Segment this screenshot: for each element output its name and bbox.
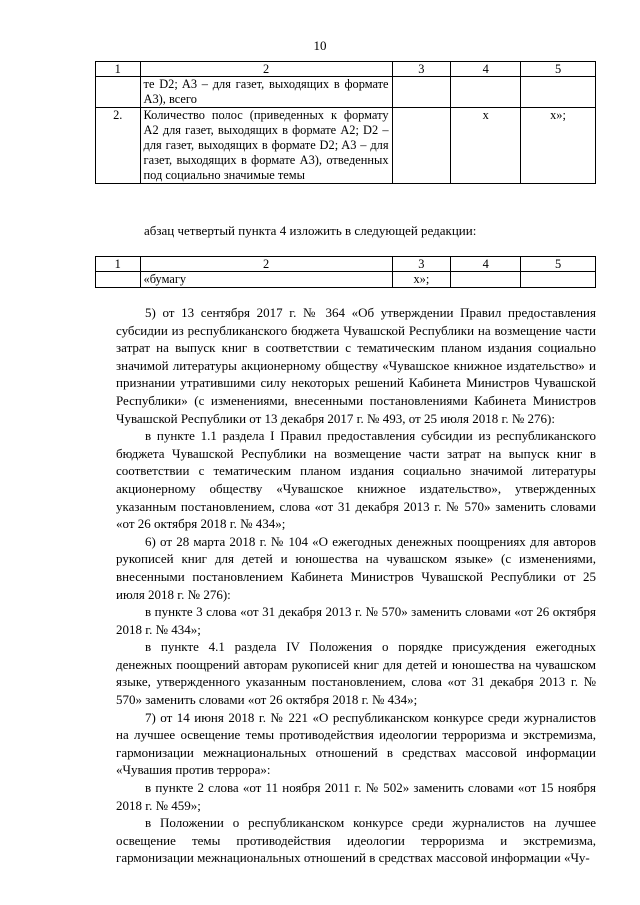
row-cell-5: х»;: [521, 108, 596, 184]
paragraph: в пункте 2 слова «от 11 ноября 2011 г. № 502» заменить словами «от 15 ноября 2018 г. № 459»;: [116, 780, 596, 813]
row-number: [96, 272, 141, 288]
paragraph: 6) от 28 марта 2018 г. № 104 «О ежегодных денежных поощрениях для авторов рукописей книг для детей и юношества на чувашском языке» (с изменениями, внесенными постановлением Кабинета Министров Чувашской Республики от 25 июля 2018 г. № 276):: [116, 533, 596, 602]
table-header-row: [96, 257, 596, 272]
paragraph: в пункте 3 слова «от 31 декабря 2013 г. № 570» заменить словами «от 26 октября 2018 г. № 434»;: [116, 604, 596, 637]
row-cell-5: [521, 272, 596, 288]
row-cell-5: [521, 77, 596, 108]
paragraph: в пункте 1.1 раздела I Правил предоставления субсидии из республиканского бюджета Чувашской Республики на возмещение части затрат на выпуск книг в соответствии с тематическим планом издания социально значимой литературы акционерному обществу «Чувашское книжное издательство», утвержденных указанным постановлением, слова «от 31 декабря 2013 г. № 570» заменить словами «от 26 октября 2018 г. № 434»;: [116, 428, 596, 532]
column-header-3: 3: [392, 62, 451, 77]
row-cell-4: [451, 77, 521, 108]
row-text: Количество полос (приведенных к формату A2 для газет, выходящих в формате A2; D2 – для газет, выходящих в формате D2; A3 – для газет, выходящих в формате А3), отведенных под социально значимые темы: [140, 108, 392, 184]
continuation-table: [95, 61, 596, 184]
amendment-intro-sentence: абзац четвертый пункта 4 изложить в следующей редакции:: [144, 223, 477, 238]
column-header-2: 2: [140, 257, 392, 272]
document-body: [116, 304, 596, 867]
paragraph: в пункте 4.1 раздела IV Положения о порядке присуждения ежегодных денежных поощрений авторам рукописей книг для детей и юношества на чувашском языке, утвержденного указанным постановлением, слова «от 31 декабря 2013 г. № 570» заменить словами «от 26 октября 2018 г. № 434»;: [116, 639, 596, 708]
table-row: [96, 108, 596, 184]
column-header-4: 4: [451, 62, 521, 77]
row-number: 2.: [96, 108, 141, 184]
row-text: те D2; A3 – для газет, выходящих в формате А3), всего: [140, 77, 392, 108]
row-cell-4: х: [451, 108, 521, 184]
row-cell-3: х»;: [392, 272, 451, 288]
paragraph: 7) от 14 июня 2018 г. № 221 «О республиканском конкурсе среди журналистов на лучшее освещение темы противодействия идеологии терроризма и экстремизма, гармонизации межнациональных отношений в средствах массовой информации «Чувашия против террора»:: [116, 709, 596, 778]
row-cell-3: [392, 77, 451, 108]
table-header-row: [96, 62, 596, 77]
paragraph: 5) от 13 сентября 2017 г. № 364 «Об утверждении Правил предоставления субсидии из республиканского бюджета Чувашской Республики на возмещение части затрат на выпуск книг в соответствии с тематическим планом издания социально значимой литературы акционерному обществу «Чувашское книжное издательство» и признании утратившими силу некоторых решений Кабинета Министров Чувашской Республики» (с изменениями, внесенными постановлениями Кабинета Министров Чувашской Республики от 13 декабря 2017 г. № 493, от 25 июля 2018 г. № 276):: [116, 305, 596, 426]
paragraph: в Положении о республиканском конкурсе среди журналистов на лучшее освещение темы противодействия идеологии терроризма и экстремизма, гармонизации межнациональных отношений в средствах массовой информации «Чу-: [116, 815, 596, 866]
table-row: [96, 272, 596, 288]
column-header-4: 4: [451, 257, 521, 272]
replacement-table: [95, 256, 596, 288]
column-header-1: 1: [96, 62, 141, 77]
column-header-1: 1: [96, 257, 141, 272]
column-header-3: 3: [392, 257, 451, 272]
page-number: 10: [313, 38, 327, 53]
row-text: «бумагу: [140, 272, 392, 288]
column-header-5: 5: [521, 257, 596, 272]
row-number: [96, 77, 141, 108]
column-header-2: 2: [140, 62, 392, 77]
row-cell-3: [392, 108, 451, 184]
column-header-5: 5: [521, 62, 596, 77]
row-cell-4: [451, 272, 521, 288]
table-row: [96, 77, 596, 108]
